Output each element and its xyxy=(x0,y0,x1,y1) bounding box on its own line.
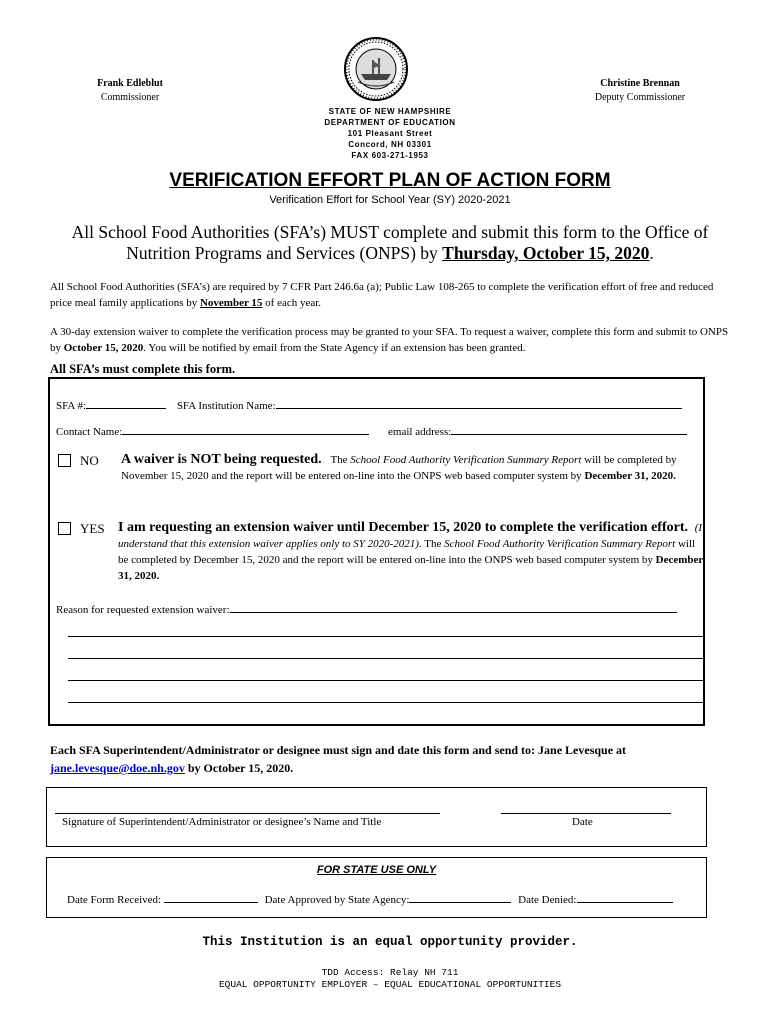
no-text-after: will be completed by November 15, 2020 and the report will be entered on-line into the ONPS web based computer system by xyxy=(121,454,677,482)
approved-label: Date Approved by State Agency: xyxy=(264,894,410,906)
intro-end: . xyxy=(649,243,654,263)
yes-heading: I am requesting an extension waiver until December 15, 2020 to complete the verification effort. xyxy=(118,520,689,535)
no-text-lead: The xyxy=(330,454,351,466)
yes-report-name: School Food Authority Verification Summary Report xyxy=(444,538,676,550)
received-field[interactable] xyxy=(164,892,258,903)
intro-heading xyxy=(50,222,730,264)
reason-line[interactable] xyxy=(68,636,703,637)
department-address xyxy=(270,106,510,161)
requirement-paragraph xyxy=(50,279,730,311)
yes-text-lead: The xyxy=(424,538,445,550)
email-address-field[interactable] xyxy=(451,424,687,435)
contact-label: Contact Name: xyxy=(56,426,123,438)
yes-checkbox[interactable] xyxy=(58,522,71,535)
date-label: Date xyxy=(572,816,593,828)
address-line: Concord, NH 03301 xyxy=(348,140,432,149)
para2-end: . You will be notified by email from the State Agency if an extension has been granted. xyxy=(143,342,526,354)
email-label: email address: xyxy=(388,426,452,438)
sfa-number-row xyxy=(56,398,682,412)
no-option-text xyxy=(121,452,701,484)
para2-date: October 15, 2020 xyxy=(63,342,144,354)
reason-line[interactable] xyxy=(68,658,703,659)
address-line: DEPARTMENT OF EDUCATION xyxy=(324,118,456,127)
deputy-title: Deputy Commissioner xyxy=(594,92,686,103)
commissioner-block xyxy=(60,77,200,105)
must-complete-heading: All SFA’s must complete this form. xyxy=(50,362,236,376)
para2-text: A 30-day extension waiver to complete the verification process may be granted to your SFA. To request a waiver, complete this form and submit to ONPS by xyxy=(50,326,729,354)
commissioner-name: Frank Edleblut xyxy=(97,78,163,89)
approved-field[interactable] xyxy=(409,892,511,903)
waiver-paragraph xyxy=(50,324,730,356)
intro-deadline: Thursday, October 15, 2020 xyxy=(442,243,650,263)
email-link[interactable]: jane.levesque@doe.nh.gov xyxy=(50,761,185,775)
denied-label: Date Denied: xyxy=(518,894,577,906)
address-line: FAX 603-271-1953 xyxy=(351,151,429,160)
send-instructions xyxy=(50,741,730,777)
no-label: NO xyxy=(80,453,99,468)
state-use-box xyxy=(46,857,707,918)
reason-label: Reason for requested extension waiver: xyxy=(56,604,230,616)
para1-end: of each year. xyxy=(262,297,322,309)
institution-name-field[interactable] xyxy=(276,398,682,409)
sfa-number-field[interactable] xyxy=(86,398,166,409)
deputy-name: Christine Brennan xyxy=(600,78,680,89)
yes-text-after: will be completed by December 15, 2020 and the report will be entered on-line into the ONPS web based computer system by xyxy=(118,538,696,566)
yes-note: (I understand that this extension waiver applies only to SY 2020-2021). xyxy=(118,522,703,550)
intro-text: All School Food Authorities (SFA’s) MUST complete and submit this form to the Office of Nutrition Programs and Services (ONPS) by xyxy=(71,222,709,263)
yes-label: YES xyxy=(80,521,105,536)
no-report-name: School Food Authority Verification Summary Report xyxy=(350,454,582,466)
yes-option-text xyxy=(118,520,708,584)
form-title: VERIFICATION EFFORT PLAN OF ACTION FORM xyxy=(169,170,611,191)
reason-row xyxy=(56,602,677,616)
commissioner-title: Commissioner xyxy=(100,92,160,103)
reason-line[interactable] xyxy=(68,680,703,681)
received-label: Date Form Received: xyxy=(67,894,162,906)
reason-line[interactable] xyxy=(68,702,703,703)
send-text: Each SFA Superintendent/Administrator or designee must sign and date this form and send to: Jane Levesque at xyxy=(50,743,627,757)
state-use-row xyxy=(67,892,673,906)
address-line: STATE OF NEW HAMPSHIRE xyxy=(328,107,452,116)
no-heading: A waiver is NOT being requested. xyxy=(121,452,322,467)
sfa-form-box xyxy=(48,377,705,726)
date-line[interactable] xyxy=(501,813,671,814)
yes-date: December 31, 2020. xyxy=(118,554,704,582)
state-seal-icon xyxy=(343,36,409,102)
institution-label: SFA Institution Name: xyxy=(176,400,276,412)
equal-opportunity-statement: This Institution is an equal opportunity provider. xyxy=(202,935,578,949)
para1-text: All School Food Authorities (SFA’s) are required by 7 CFR Part 246.6a (a); Public Law 108-265 to complete the verification effort of free and reduced price meal family applications by xyxy=(50,281,714,309)
deputy-commissioner-block xyxy=(560,77,720,105)
no-date: December 31, 2020. xyxy=(584,470,676,482)
send-end: by October 15, 2020. xyxy=(184,761,294,775)
contact-name-field[interactable] xyxy=(122,424,369,435)
contact-row xyxy=(56,424,687,438)
signature-box xyxy=(46,787,707,847)
address-line: 101 Pleasant Street xyxy=(347,129,433,138)
no-checkbox[interactable] xyxy=(58,454,71,467)
denied-field[interactable] xyxy=(577,892,673,903)
state-use-heading: FOR STATE USE ONLY xyxy=(316,864,437,876)
para1-date: November 15 xyxy=(199,297,263,309)
reason-field[interactable] xyxy=(230,602,677,613)
form-subtitle: Verification Effort for School Year (SY) 2020-2021 xyxy=(269,194,511,206)
signature-label: Signature of Superintendent/Administrator or designee’s Name and Title xyxy=(62,816,382,828)
tdd-access: TDD Access: Relay NH 711 xyxy=(321,967,459,978)
signature-line[interactable] xyxy=(55,813,440,814)
sfa-number-label: SFA #: xyxy=(56,400,87,412)
equal-employer: EQUAL OPPORTUNITY EMPLOYER – EQUAL EDUCATIONAL OPPORTUNITIES xyxy=(218,979,562,990)
